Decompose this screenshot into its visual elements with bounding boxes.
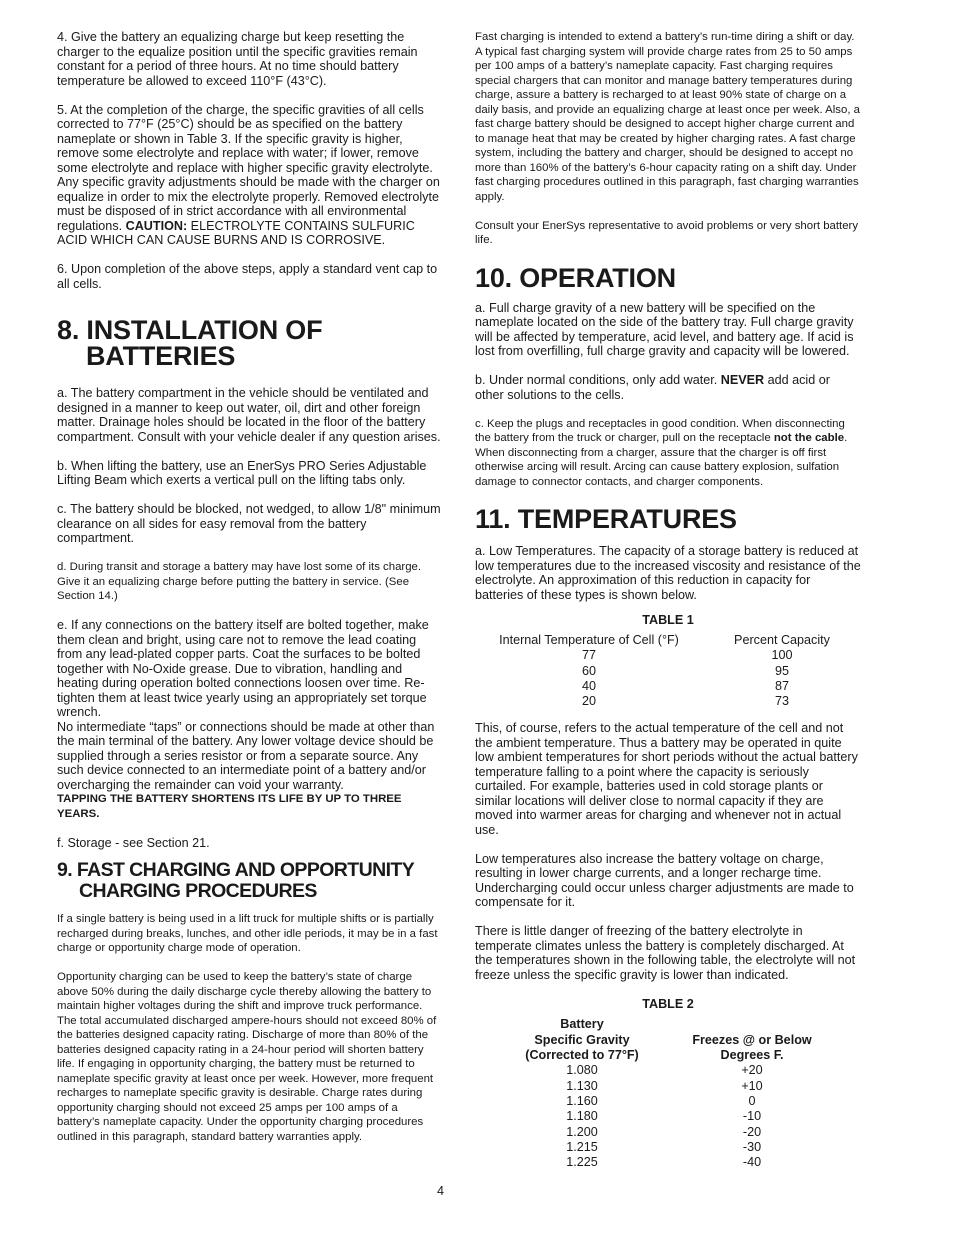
table-row (475, 679, 861, 694)
table-cell: 40 (581, 678, 596, 693)
table-1-header-capacity: Percent Capacity (734, 633, 830, 647)
table-2-header-row (497, 1017, 837, 1063)
table-cell: -40 (742, 1155, 762, 1170)
section-9-title-line-1: 9. FAST CHARGING AND OPPORTUNITY (57, 859, 415, 881)
step-4-paragraph: 4. Give the battery an equalizing charge but keep resetting the charger to the equalize position until the specific gravities remain constant for a period of three hours. At no time should battery temperature be allowed to exceed 110°F (43°C). (57, 30, 418, 88)
table-cell: 1.160 (566, 1093, 598, 1108)
step-6-paragraph: 6. Upon completion of the above steps, apply a standard vent cap to all cells. (57, 262, 438, 291)
table-2-header-gravity (497, 1017, 667, 1063)
table-row (497, 1094, 837, 1109)
section-11-paragraph-4: There is little danger of freezing of the battery electrolyte in temperate climates unless the battery is completely discharged. At the temperatures shown in the following table, the electrolyte will not freeze unless the specific gravity is lower than indicated. (475, 924, 856, 982)
table-2-header-freeze (667, 1017, 837, 1063)
section-11-heading: 11. TEMPERATURES (475, 504, 737, 534)
section-11-paragraph-3: Low temperatures also increase the battery voltage on charge, resulting in lower charge currents, and a longer recharge time. Undercharging could occur unless charger adjustments are made to compensate for it. (475, 851, 854, 910)
section-8d-paragraph: d. During transit and storage a battery may have lost some of its charge. Give it an equalizing charge before putting the battery in service. (See Section 14.) (57, 561, 422, 602)
section-9-heading (57, 860, 442, 902)
left-column (57, 30, 442, 1144)
section-8-title-line-1: 8. INSTALLATION OF (57, 315, 323, 345)
section-8e-paragraph: e. If any connections on the battery itself are bolted together, make them clean and bright, using care not to remove the lead coating from any lead-plated copper parts. Coat the surfaces to be bolted together with No-Oxide grease. Due to vibration, handling and heating during operation bolted connections loosen over time. Re-tighten them at least twice yearly using an appropriately set torque wrench. (57, 618, 429, 719)
table-cell: 95 (774, 663, 789, 678)
section-10-heading: 10. OPERATION (475, 262, 676, 293)
table-cell: 1.130 (566, 1078, 598, 1093)
table-cell: 1.080 (566, 1063, 598, 1078)
section-9-paragraph-1: If a single battery is being used in a lift truck for multiple shifts or is partially recharged during breaks, lunches, and other idle periods, it may be in a fast charge or opportunity charge mode of operation. (57, 913, 438, 954)
never-emphasis: NEVER (720, 373, 765, 387)
table-cell: 87 (774, 678, 789, 693)
not-the-cable-emphasis: not the cable (773, 432, 845, 444)
table-row (475, 648, 861, 663)
section-10b-tail: add acid or other solutions to the cells. (475, 373, 830, 402)
fast-charge-paragraph-2: Consult your EnerSys representative to avoid problems or very short battery life. (475, 219, 859, 246)
caution-label: CAUTION: (125, 218, 188, 233)
table-1-caption: TABLE 1 (642, 613, 694, 627)
tapping-warning: TAPPING THE BATTERY SHORTENS ITS LIFE BY UP TO THREE YEARS. (57, 793, 402, 820)
section-10b-paragraph (475, 373, 861, 402)
section-8b-paragraph: b. When lifting the battery, use an EnerSys PRO Series Adjustable Lifting Beam which exerts a vertical pull on the lifting tabs only. (57, 458, 427, 487)
table-1 (475, 633, 861, 709)
section-9-title-line-2: CHARGING PROCEDURES (79, 880, 317, 902)
section-10c-text: c. Keep the plugs and receptacles in good condition. When disconnecting the battery from the truck or charger, pull on the receptacle (475, 417, 845, 444)
table-row (475, 694, 861, 709)
section-10c-tail: . When disconnecting from a charger, assure that the charger is off first otherwise arcing will result. Arcing can cause battery explosion, sulfation damage to connector contacts, and charger components. (475, 432, 848, 488)
table-2 (497, 1017, 837, 1170)
section-9-paragraph-2: Opportunity charging can be used to keep the battery’s state of charge above 50% during the daily discharge cycle thereby allowing the battery to maintain higher voltages during the shift and improve truck performance. The total accumulated discharged ampere-hours should not exceed 80% of the batteries designed capacity rating. Discharge of more than 80% of the batteries designed capacity rating in a 24-hour period will shorten battery life. If engaging in opportunity charging, the battery must be returned to nameplate specific gravity at least once per week. However, more frequent recharges to nameplate specific gravity is desirable. Charge rates during opportunity charging should not exceed 25 amps per 100 amps of a battery’s nameplate capacity. Under the opportunity charging procedures outlined in this paragraph, standard battery warranties apply. (57, 971, 437, 1143)
table-cell: +10 (741, 1078, 763, 1093)
table-cell: +20 (741, 1063, 763, 1078)
table-row (497, 1140, 837, 1155)
section-8f-paragraph: f. Storage - see Section 21. (57, 835, 210, 850)
section-8c-paragraph: c. The battery should be blocked, not wedged, to allow 1/8" minimum clearance on all sides for easy removal from the battery compartment. (57, 502, 441, 545)
table-cell: -10 (742, 1109, 762, 1124)
header-line: (Corrected to 77°F) (525, 1048, 639, 1063)
table-row (497, 1125, 837, 1140)
table-cell: 77 (581, 648, 596, 663)
table-row (497, 1063, 837, 1078)
section-8-heading (57, 317, 442, 369)
section-10c-paragraph (475, 417, 861, 490)
section-8a-paragraph: a. The battery compartment in the vehicle should be ventilated and designed in a manner to keep out water, oil, dirt and other foreign matter. Drainage holes should be located in the floor of the battery compartment. Consult with your vehicle dealer if any question arises. (57, 386, 441, 444)
header-line: Specific Gravity (534, 1032, 630, 1047)
table-cell: 1.215 (566, 1139, 598, 1154)
table-cell: 0 (748, 1093, 756, 1108)
fast-charge-paragraph-1: Fast charging is intended to extend a battery’s run-time diring a shift or day. A typical fast charging system will provide charge rates from 25 to 50 amps per 100 amps of a battery’s nameplate capacity. Fast charging requires special chargers that can monitor and manage battery temperatures during charge, assure a battery is recharged to at least 90% state of charge on a daily basis, and provide an equalizing charge at least once per week. Also, a fast charge battery should be designed to accept higher charge current and to manage heat that may be created by higher charging rates. A fast charge system, including the battery and charger, should be designed to accept no more than 160% of the battery’s 6-hour capacity rating on a shift day. Under fast charging procedures outlined in this paragraph, fast charging warranties apply. (475, 31, 860, 203)
table-cell: -20 (742, 1124, 762, 1139)
step-5-paragraph (57, 103, 442, 248)
section-8e-taps-paragraph: No intermediate “taps” or connections should be made at other than the main terminal of the battery. Any lower voltage device should be supplied through a series resistor or from a separate source. Any such device connected to an intermediate point of a battery and/or overcharging the remainder can void your warranty. (57, 719, 435, 792)
header-line: Degrees F. (720, 1048, 784, 1063)
table-row (497, 1155, 837, 1170)
section-11-paragraph-2: This, of course, refers to the actual temperature of the cell and not the ambient temperature. Thus a battery may be operated in quite low ambient temperatures for short periods without the actual battery temperature falling to a point where the capacity is seriously curtailed. For example, batteries used in cold storage plants or similar locations will deliver close to normal capacity if they are moved into warmer areas for charging and whenever not in actual use. (475, 721, 858, 837)
step-5-text: 5. At the completion of the charge, the specific gravities of all cells corrected to 77°F (25°C) should be as specified on the battery nameplate or shown in Table 3. If the specific gravity is higher, remove some electrolyte and replace with water; if lower, remove some electrolyte and replace with higher specific gravity electrolyte. Any specific gravity adjustments should be made with the charger on equalize in order to mix the electrolyte properly. Removed electrolyte must be disposed of in strict accordance with all environmental regulations. (57, 102, 440, 233)
table-row (475, 664, 861, 679)
section-10a-paragraph: a. Full charge gravity of a new battery will be specified on the nameplate located on the side of the battery tray. Full charge gravity will be affected by temperature, acid level, and battery age. If acid is lost from overfilling, full charge gravity and capacity will be lowered. (475, 300, 854, 358)
table-row (497, 1109, 837, 1124)
section-8-title-line-2: BATTERIES (86, 341, 236, 371)
table-cell: 1.225 (566, 1155, 598, 1170)
table-row (497, 1079, 837, 1094)
section-10b-text: b. Under normal conditions, only add water. (475, 373, 721, 387)
table-cell: 100 (771, 648, 793, 663)
page-number: 4 (437, 1184, 445, 1198)
table-1-header-temperature: Internal Temperature of Cell (°F) (499, 633, 679, 647)
table-cell: 60 (581, 663, 596, 678)
header-line: Battery (560, 1017, 604, 1032)
table-cell: 1.200 (566, 1124, 598, 1139)
table-cell: -30 (742, 1139, 762, 1154)
table-2-caption: TABLE 2 (642, 997, 694, 1012)
table-1-header-row (475, 633, 861, 648)
caution-text: ELECTROLYTE CONTAINS SULFURIC ACID WHICH CAN CAUSE BURNS AND IS CORROSIVE. (57, 218, 415, 247)
section-11a-paragraph: a. Low Temperatures. The capacity of a storage battery is reduced at low temperatures due to the increased viscosity and resistance of the electrolyte. An approximation of this reduction in capacity for batteries of these types is shown below. (475, 544, 861, 602)
table-cell: 73 (774, 694, 789, 709)
right-column (475, 30, 861, 1170)
table-cell: 20 (581, 694, 596, 709)
header-line: Freezes @ or Below (692, 1032, 812, 1047)
table-cell: 1.180 (566, 1109, 598, 1124)
